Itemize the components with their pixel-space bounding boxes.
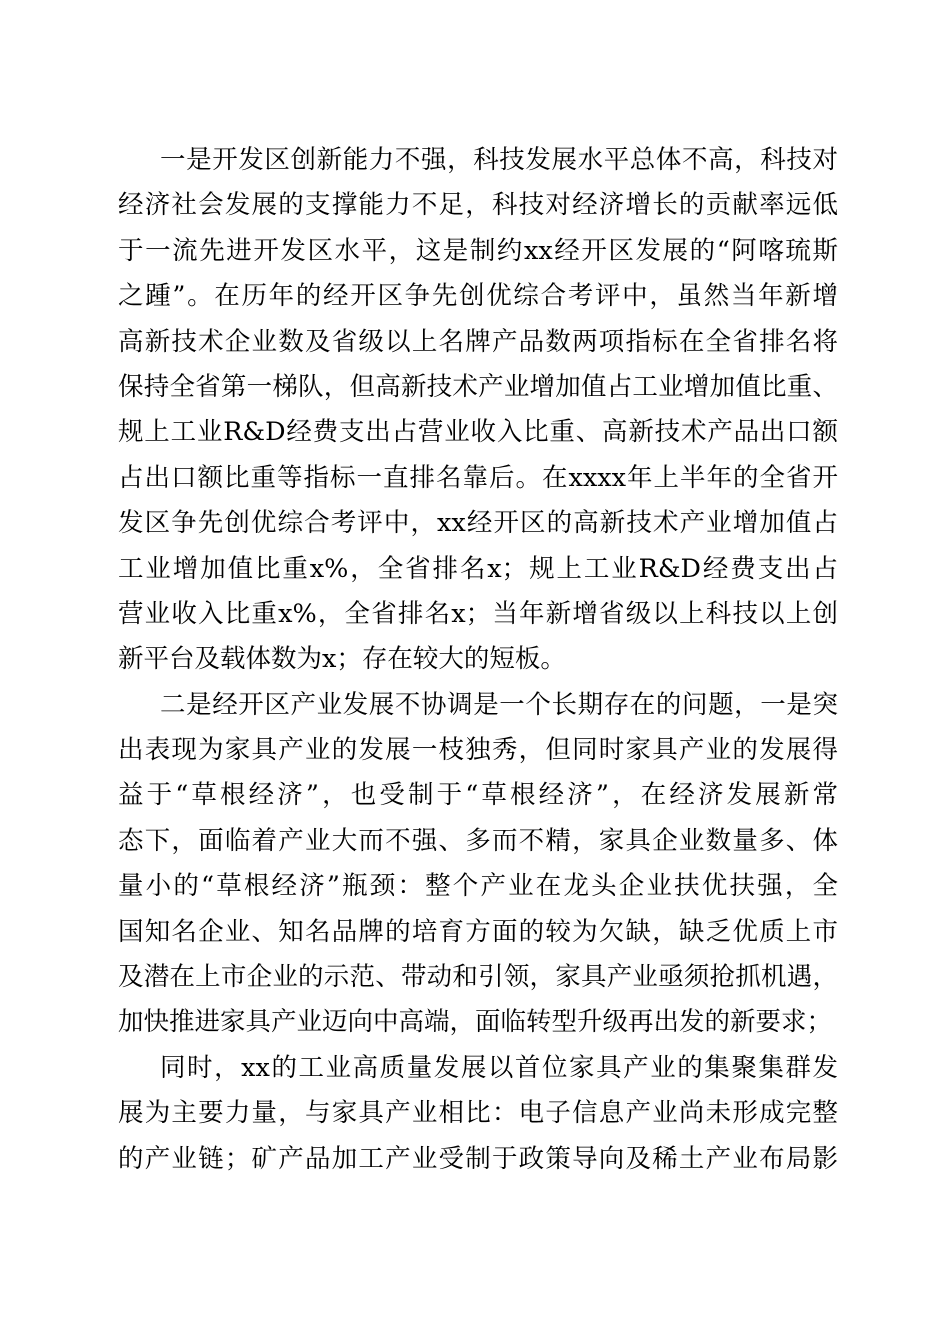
text-line: 新平台及载体数为x；存在较大的短板。 — [118, 644, 566, 675]
paragraph-2 — [118, 683, 838, 1046]
text-line: 于一流先进开发区水平，这是制约xx经开区发展的“阿喀琉斯 — [118, 235, 838, 266]
text-line: 国知名企业、知名品牌的培育方面的较为欠缺，缺乏优质上市 — [118, 916, 838, 947]
paragraph-1 — [118, 138, 838, 683]
text-line: 同时，xx的工业高质量发展以首位家具产业的集聚集群发 — [160, 1052, 838, 1083]
text-line: 工业增加值比重x%，全省排名x；规上工业R&D经费支出占 — [118, 553, 838, 584]
text-line: 量小的“草根经济”瓶颈：整个产业在龙头企业扶优扶强，全 — [118, 871, 838, 902]
text-line: 及潜在上市企业的示范、带动和引领，家具产业亟须抢抓机遇， — [118, 962, 838, 993]
text-line: 一是开发区创新能力不强，科技发展水平总体不高，科技对 — [160, 145, 838, 175]
text-line: 益于“草根经济”，也受制于“草根经济”，在经济发展新常 — [118, 780, 838, 811]
paragraph-3 — [118, 1046, 838, 1182]
text-line: 的产业链；矿产品加工产业受制于政策导向及稀土产业布局影 — [118, 1143, 838, 1174]
text-line: 营业收入比重x%，全省排名x；当年新增省级以上科技以上创 — [118, 598, 838, 629]
text-line: 规上工业R&D经费支出占营业收入比重、高新技术产品出口额 — [118, 417, 838, 448]
text-line: 出表现为家具产业的发展一枝独秀，但同时家具产业的发展得 — [118, 735, 838, 766]
text-line: 占出口额比重等指标一直排名靠后。在xxxx年上半年的全省开 — [118, 462, 838, 493]
body-text — [118, 138, 838, 1182]
text-line: 展为主要力量，与家具产业相比：电子信息产业尚未形成完整 — [118, 1098, 838, 1129]
text-line: 二是经开区产业发展不协调是一个长期存在的问题，一是突 — [160, 689, 838, 720]
text-line: 保持全省第一梯队，但高新技术产业增加值占工业增加值比重、 — [118, 371, 838, 402]
text-line: 态下，面临着产业大而不强、多而不精，家具企业数量多、体 — [118, 825, 838, 856]
text-line: 发区争先创优综合考评中，xx经开区的高新技术产业增加值占 — [118, 508, 838, 539]
text-line: 之踵”。在历年的经开区争先创优综合考评中，虽然当年新增 — [118, 281, 838, 312]
text-line: 高新技术企业数及省级以上名牌产品数两项指标在全省排名将 — [118, 326, 838, 357]
text-line: 加快推进家具产业迈向中高端，面临转型升级再出发的新要求； — [118, 1007, 833, 1038]
text-line: 经济社会发展的支撑能力不足，科技对经济增长的贡献率远低 — [118, 190, 838, 221]
